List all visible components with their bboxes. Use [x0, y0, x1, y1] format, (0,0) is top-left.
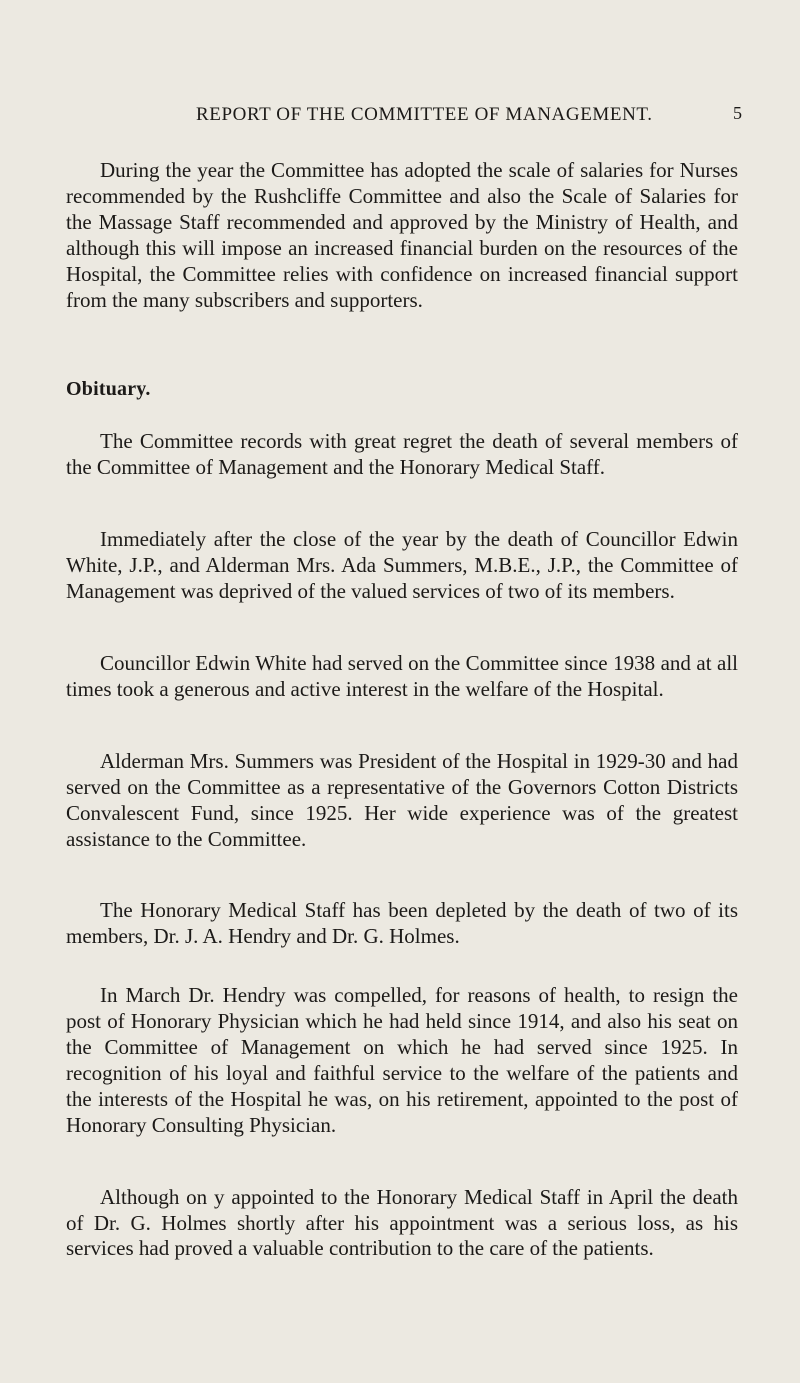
page-content [66, 158, 738, 1262]
obituary-paragraph-holmes: Although on y appointed to the Honorary Medical Staff in April the death of Dr. G. Holmes shortly after his appointment was a serious loss, as his services had proved a valuable contribution to the care of the patients. [66, 1184, 738, 1261]
obituary-heading: Obituary. [66, 378, 151, 401]
obituary-paragraph-white: Councillor Edwin White had served on the Committee since 1938 and at all times took a generous and active interest in the welfare of the Hospital. [66, 650, 738, 701]
obituary-paragraph-members: Immediately after the close of the year by the death of Councillor Edwin White, J.P., and Alderman Mrs. Ada Summers, M.B.E., J.P., the Committee of Management was deprived of the valued services of two of its members. [66, 527, 738, 604]
obituary-paragraph-intro: The Committee records with great regret the death of several members of the Committee of Management and the Honorary Medical Staff. [66, 429, 738, 480]
page-number: 5 [733, 103, 742, 123]
obituary-paragraph-summers: Alderman Mrs. Summers was President of the Hospital in 1929-30 and had served on the Committee as a representative of the Governors Cotton Districts Convalescent Fund, since 1925. Her wide experience was of the greatest assistance to the Committee. [66, 748, 738, 851]
obituary-paragraph-medical-staff: The Honorary Medical Staff has been depleted by the death of two of its members, Dr. J. A. Hendry and Dr. G. Holmes. [66, 898, 738, 949]
obituary-paragraph-hendry: In March Dr. Hendry was compelled, for reasons of health, to resign the post of Honorary Physician which he had held since 1914, and also his seat on the Committee of Management on which he had served since 1925. In recognition of his loyal and faithful service to the welfare of the patients and the interests of the Hospital he was, on his retirement, appointed to the post of Honorary Consulting Physician. [66, 983, 738, 1137]
salaries-paragraph: During the year the Committee has adopted the scale of salaries for Nurses recommended by the Rushcliffe Committee and also the Scale of Salaries for the Massage Staff recommended and approved by the Ministry of Health, and although this will impose an increased financial burden on the resources of the Hospital, the Committee relies with confidence on increased financial support from the many subscribers and supporters. [66, 158, 738, 312]
running-header: REPORT OF THE COMMITTEE OF MANAGEMENT. [196, 104, 653, 125]
